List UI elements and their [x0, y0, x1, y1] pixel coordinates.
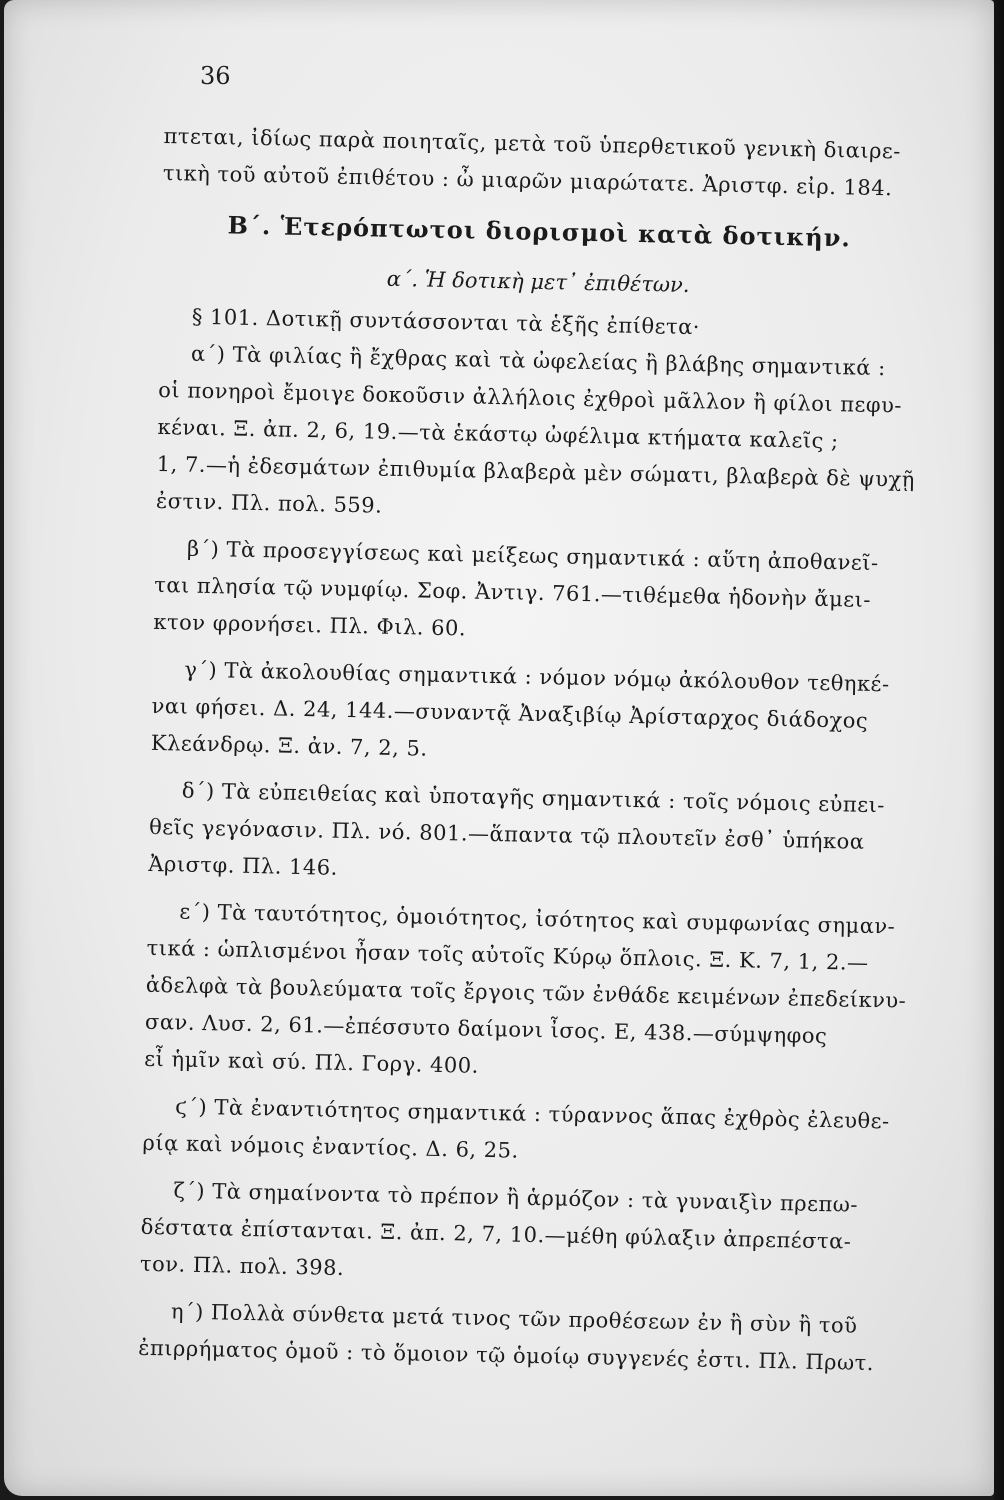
item-alpha-line: 1, 7.—ἡ ἐδεσμάτων ἐπιθυμία βλαβερὰ μὲν σώματι, βλαβερὰ δὲ ψυχῇ	[156, 451, 916, 492]
page-edge-shadow	[994, 0, 1004, 1500]
item-delta-line: Ἀριστφ. Πλ. 146.	[148, 851, 339, 880]
item-epsilon-line: σαν. Λυσ. 2, 61.—ἐπέσσυτο δαίμονι ἶσος. Ε, 438.—σύμψηφος	[144, 1009, 828, 1049]
item-stigma-line: ϛ΄) Τὰ ἐναντιότητος σημαντικά : τύραννος ἅπας ἐχθρὸς ἐλευθε-	[175, 1094, 890, 1134]
text-line: τικὴ τοῦ αὐτοῦ ἐπιθέτου : ὦ μιαρῶν μιαρώτατε. Ἀριστφ. εἰρ. 184.	[162, 160, 893, 201]
item-epsilon-line: εἶ ἡμῖν καὶ σύ. Πλ. Γοργ. 400.	[144, 1046, 480, 1078]
item-alpha-line: κέναι. Ξ. ἀπ. 2, 6, 19.—τὰ ἑκάστῳ ὠφέλιμα κτήματα καλεῖς ;	[157, 414, 839, 454]
item-beta-line: ται πλησία τῷ νυμφίῳ. Σοφ. Ἀντιγ. 761.—τιθέμεθα ἡδονὴν ἄμει-	[153, 572, 872, 612]
item-beta-line: κτον φρονήσει. Πλ. Φιλ. 60.	[153, 609, 467, 641]
item-alpha-line: α΄) Τὰ φιλίας ἢ ἔχθρας καὶ τὰ ὠφελείας ἢ βλάβης σημαντικά :	[190, 341, 886, 381]
item-gamma-line: γ΄) Τὰ ἀκολουθίας σημαντικά : νόμον νόμῳ ἀκόλουθον τεθηκέ-	[184, 657, 890, 697]
item-alpha-line: οἱ πονηροὶ ἔμοιγε δοκοῦσιν ἀλλήλοις ἐχθροὶ μᾶλλον ἢ φίλοι πεφυ-	[158, 377, 903, 418]
item-eta-line: ἐπιρρήματος ὁμοῦ : τὸ ὅμοιον τῷ ὁμοίῳ συγγενές ἐστι. Πλ. Πρωτ.	[137, 1335, 875, 1376]
page-text	[138, 118, 919, 1383]
item-zeta-line: τον. Πλ. πολ. 398.	[139, 1251, 345, 1281]
subsection-heading: α΄. Ἡ δοτικὴ μετ᾽ ἐπιθέτων.	[386, 266, 690, 298]
item-delta-line: θεῖς γεγόνασιν. Πλ. νό. 801.—ἅπαντα τῷ πλουτεῖν ἐσθ᾽ ὑπήκοα	[148, 814, 865, 854]
item-zeta-line: δέστατα ἐπίστανται. Ξ. ἀπ. 2, 7, 10.—μέθη φύλαξιν ἀπρεπέστα-	[140, 1214, 852, 1254]
item-epsilon-line: ἀδελφὰ τὰ βουλεύματα τοῖς ἔργοις τῶν ἐνθάδε κειμένων ἐπεδείκνυ-	[145, 972, 907, 1013]
item-gamma-line: ναι φήσει. Δ. 24, 144.—συναντᾷ Ἀναξιβίῳ Ἀρίσταρχος διάδοχος	[151, 693, 869, 733]
item-epsilon-line: τικά : ὡπλισμένοι ἦσαν τοῖς αὐτοῖς Κύρῳ ὅπλοις. Ξ. Κ. 7, 1, 2.—	[146, 935, 869, 975]
page-number: 36	[200, 62, 231, 90]
section-heading: Β΄. Ἑτερόπτωτοι διορισμοὶ κατὰ δοτικήν.	[227, 210, 852, 253]
book-page	[4, 0, 994, 1496]
item-epsilon-line: ε΄) Τὰ ταυτότητος, ὁμοιότητος, ἰσότητος καὶ συμφωνίας σημαν-	[179, 899, 896, 939]
item-stigma-line: ρίᾳ καὶ νόμοις ἐναντίος. Δ. 6, 25.	[142, 1130, 519, 1163]
text-line: πτεται, ἰδίως παρὰ ποιηταῖς, μετὰ τοῦ ὑπερθετικοῦ γενικὴ διαιρε-	[163, 123, 902, 164]
item-eta-line: η΄) Πολλὰ σύνθετα μετά τινος τῶν προθέσεων ἐν ἢ σὺν ἢ τοῦ	[170, 1299, 858, 1338]
item-gamma-line: Κλεάνδρῳ. Ξ. ἀν. 7, 2, 5.	[150, 730, 428, 761]
paragraph-101: § 101. Δοτικῇ συντάσσονται τὰ ἑξῆς ἐπίθετα·	[191, 304, 701, 340]
item-beta-line: β΄) Τὰ προσεγγίσεως καὶ μείξεως σημαντικά : αὕτη ἀποθανεῖ-	[186, 536, 879, 576]
item-alpha-line: ἐστιν. Πλ. πολ. 559.	[155, 488, 383, 518]
item-zeta-line: ζ΄) Τὰ σημαίνοντα τὸ πρέπον ἢ ἁρμόζον : τὰ γυναιξὶν πρεπω-	[173, 1178, 859, 1217]
item-delta-line: δ΄) Τὰ εὐπειθείας καὶ ὑποταγῆς σημαντικά : τοῖς νόμοις εὐπει-	[181, 778, 886, 818]
